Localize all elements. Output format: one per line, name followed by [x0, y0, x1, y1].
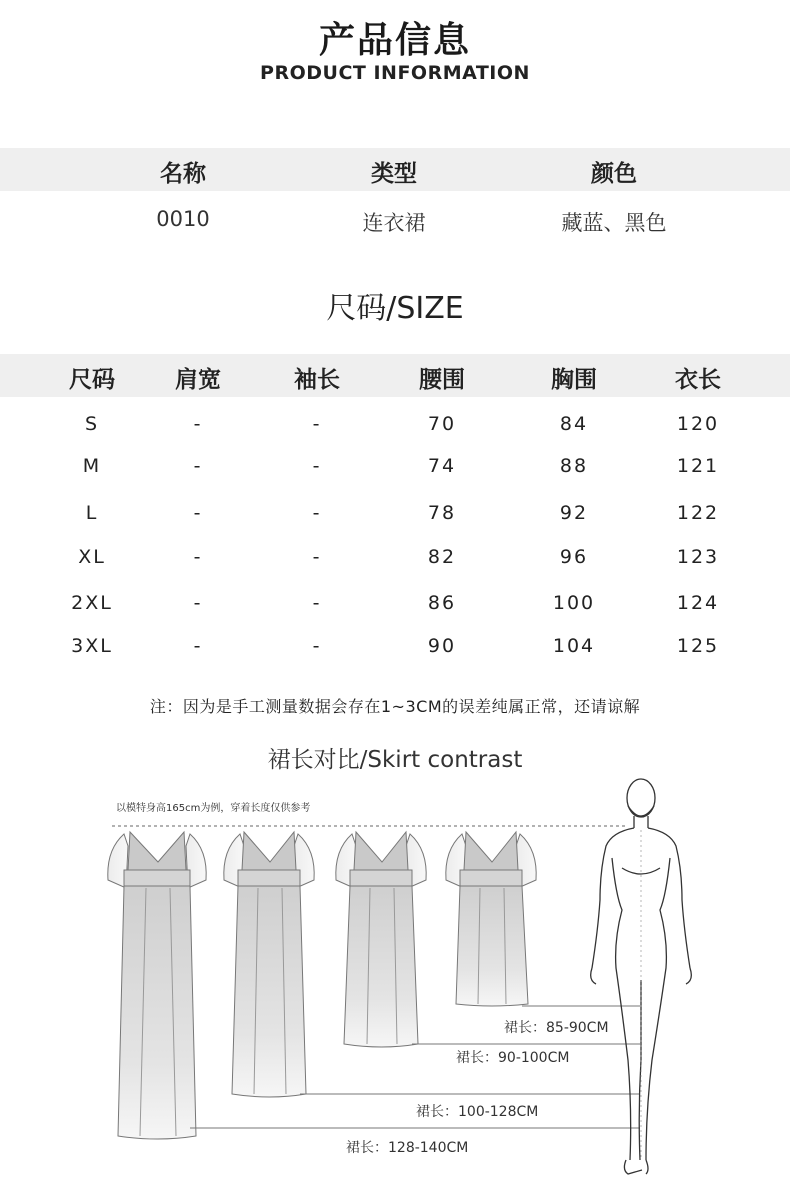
dress-longest-icon: [108, 832, 206, 1139]
size-cell-size: L: [85, 502, 99, 524]
size-header-shoulder: 肩宽: [175, 367, 221, 393]
skirt-length-label-3: 裙长：100-128CM: [416, 1104, 539, 1120]
dress-medium-icon: [336, 832, 426, 1047]
size-header-sleeve: 袖长: [294, 367, 340, 393]
size-cell-sleeve: -: [312, 592, 322, 614]
size-cell-length: 122: [676, 502, 720, 524]
size-cell-bust: 96: [559, 546, 589, 568]
size-cell-shoulder: -: [193, 635, 203, 657]
size-section-title: 尺码/SIZE: [326, 291, 464, 326]
skirt-length-label-1: 裙长：85-90CM: [504, 1020, 609, 1036]
size-cell-length: 125: [676, 635, 720, 657]
size-cell-waist: 74: [427, 455, 457, 477]
size-cell-length: 123: [676, 546, 720, 568]
size-cell-bust: 84: [559, 413, 589, 435]
model-figure-icon: [591, 779, 692, 1174]
size-header-size: 尺码: [69, 367, 115, 393]
size-cell-sleeve: -: [312, 413, 322, 435]
size-cell-shoulder: -: [193, 502, 203, 524]
product-header-name: 名称: [160, 161, 206, 187]
product-header-type: 类型: [371, 161, 417, 187]
size-cell-sleeve: -: [312, 635, 322, 657]
page-title: 产品信息: [318, 20, 471, 61]
size-cell-bust: 100: [552, 592, 596, 614]
model-reference-note: 以模特身高165cm为例，穿着长度仅供参考: [116, 803, 311, 814]
size-cell-shoulder: -: [193, 592, 203, 614]
size-cell-waist: 90: [427, 635, 457, 657]
size-cell-waist: 86: [427, 592, 457, 614]
size-cell-sleeve: -: [312, 546, 322, 568]
size-cell-bust: 88: [559, 455, 589, 477]
size-header-bust: 胸围: [551, 367, 597, 393]
size-cell-shoulder: -: [193, 546, 203, 568]
size-cell-shoulder: -: [193, 455, 203, 477]
size-header-waist: 腰围: [419, 367, 465, 393]
skirt-length-label-4: 裙长：128-140CM: [346, 1140, 469, 1156]
size-cell-length: 124: [676, 592, 720, 614]
size-cell-waist: 82: [427, 546, 457, 568]
size-cell-bust: 104: [552, 635, 596, 657]
product-name-value: 0010: [156, 207, 210, 231]
dress-long-icon: [224, 832, 314, 1097]
skirt-contrast-title: 裙长对比/Skirt contrast: [267, 747, 523, 773]
size-cell-sleeve: -: [312, 502, 322, 524]
size-cell-size: 3XL: [71, 635, 113, 657]
product-header-color: 颜色: [591, 161, 637, 187]
measurement-note: 注：因为是手工测量数据会存在1~3CM的误差纯属正常，还请谅解: [149, 697, 641, 716]
size-cell-size: XL: [78, 546, 106, 568]
dress-short-icon: [446, 832, 536, 1006]
size-cell-bust: 92: [559, 502, 589, 524]
size-cell-length: 120: [676, 413, 720, 435]
size-cell-sleeve: -: [312, 455, 322, 477]
size-cell-length: 121: [676, 455, 720, 477]
skirt-length-label-2: 裙长：90-100CM: [456, 1050, 570, 1066]
size-cell-waist: 78: [427, 502, 457, 524]
product-type-value: 连衣裙: [362, 211, 426, 235]
size-cell-size: S: [84, 413, 100, 435]
product-color-value: 藏蓝、黑色: [561, 211, 667, 235]
size-cell-size: M: [82, 455, 102, 477]
size-cell-waist: 70: [427, 413, 457, 435]
size-header-length: 衣长: [675, 367, 721, 393]
page-subtitle: PRODUCT INFORMATION: [260, 62, 530, 84]
size-cell-size: 2XL: [71, 592, 113, 614]
size-cell-shoulder: -: [193, 413, 203, 435]
